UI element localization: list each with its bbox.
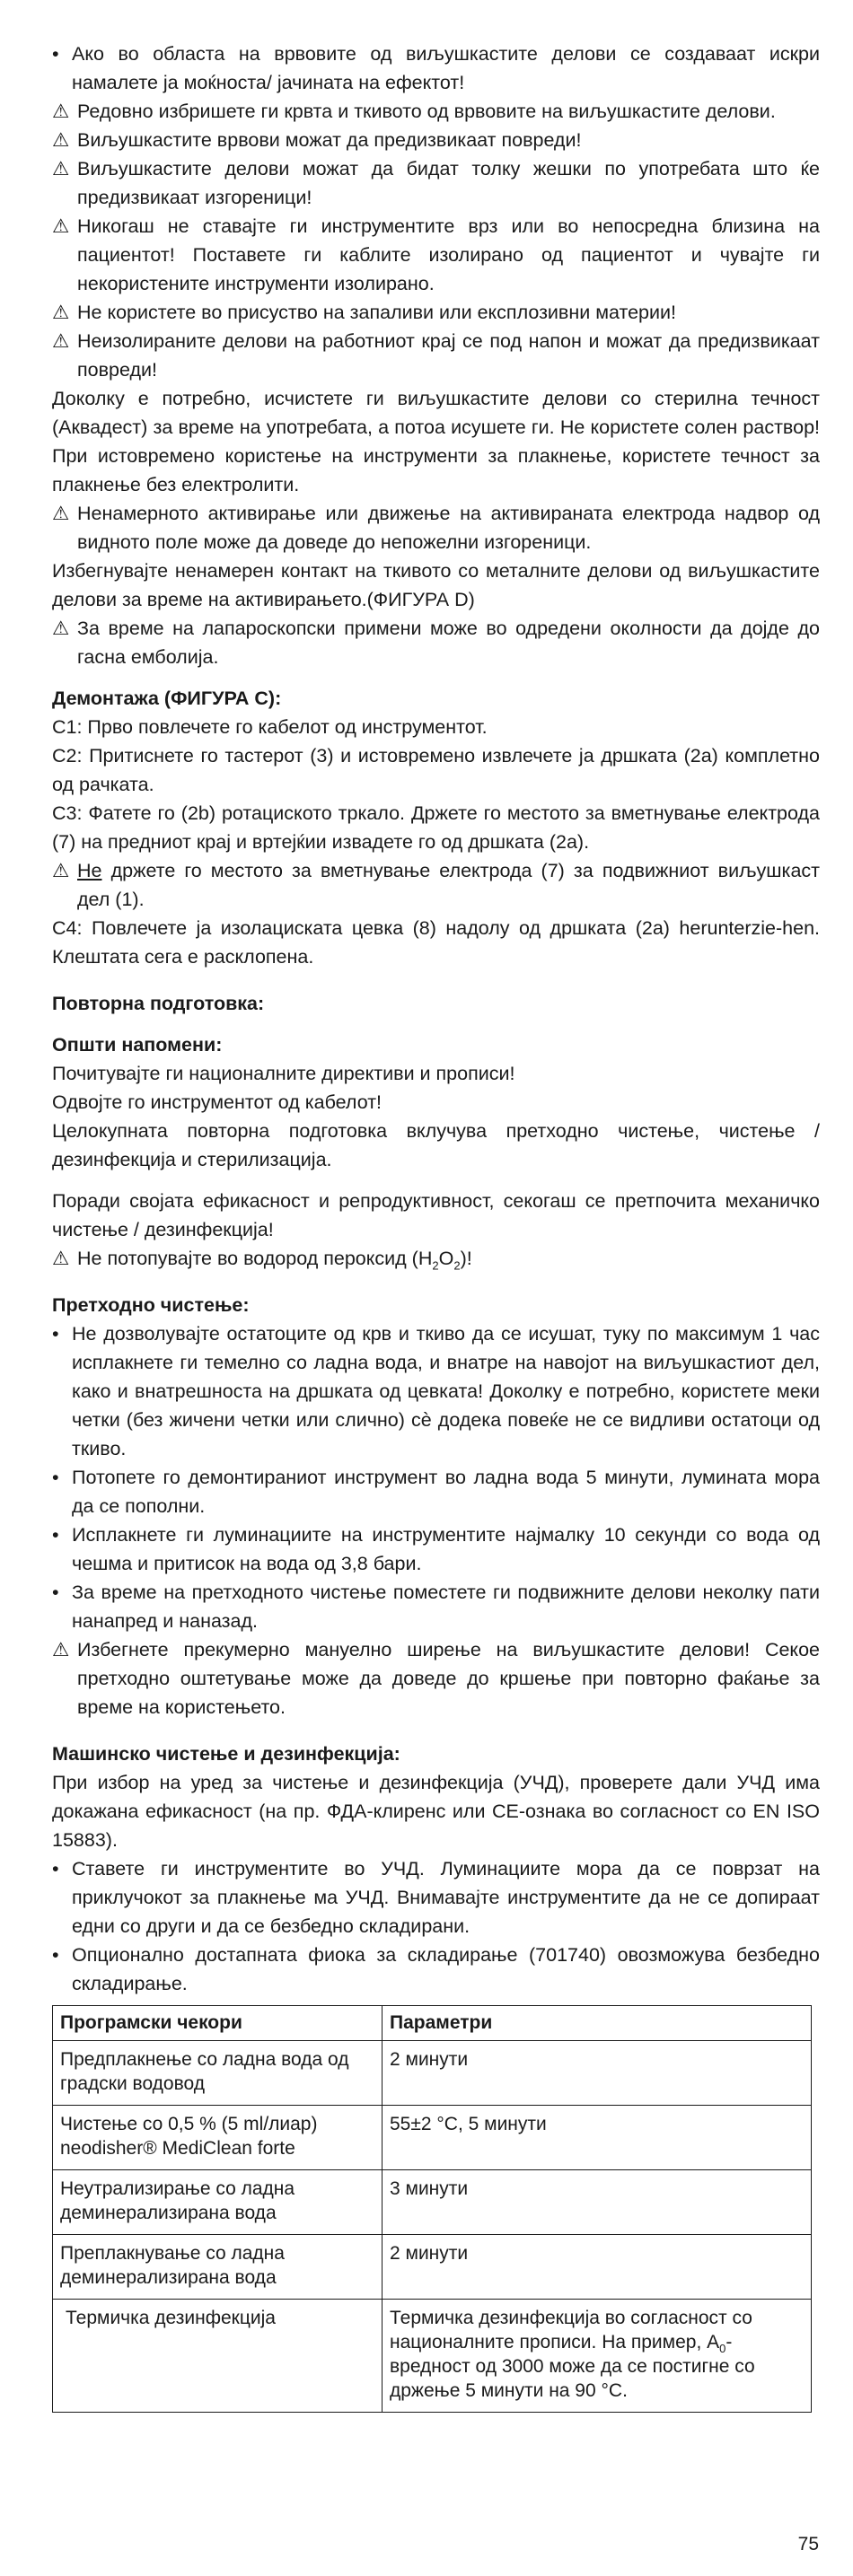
bullet-marker: • [52,1467,59,1488]
bullet-marker: • [52,1323,59,1345]
warning-icon: ⚠ [52,1639,70,1660]
bullet-item [52,1941,820,1998]
paragraph: Одвојте го инструментот од кабелот! [52,1091,383,1113]
warning-icon: ⚠ [52,618,70,639]
bullet-item [52,1520,820,1578]
step-cell [53,2300,383,2413]
warning-text: Неизолираните делови на работниот крај се под напон и можат да предизвикаат повреди! [77,330,820,381]
bullet-marker: • [52,1524,59,1546]
bullet-text: Исплакнете ги луминациите на инструментите најмалку 10 секунди со вода од чешма и притисок на вода од 3,8 бари. [72,1524,820,1574]
text-part: Не потопувајте во водород пероксид (H [77,1248,433,1269]
step-c1: C1: Прво повлечете го кабелот од инструментот. [52,716,488,738]
subscript: 2 [432,1258,439,1273]
paragraph: Почитувајте ги националните директиви и прописи! [52,1063,515,1084]
table-row [53,2106,812,2170]
bullet-text: Ако во областа на врвовите од виљушкастите делови се создаваат искри намалете ја моќноста/ јачината на ефектот! [72,43,820,93]
subheading-general-notes: Општи напомени: [52,1034,223,1056]
parameter-cell: 55±2 °C, 5 минути [383,2106,812,2170]
paragraph: Поради својата ефикасност и репродуктивност, секогаш се претпочита механичко чистење / дезинфекција! [52,1190,820,1240]
table-row [53,2170,812,2235]
page-content [52,39,820,2413]
step-cell: Чистење со 0,5 % (5 ml/лиар) neodisher® MediClean forte [53,2106,383,2170]
warning-text: Ненамерното активирање или движење на активираната електрода надвор од видното поле може да доведе до непожелни изгореници. [77,503,820,553]
section-heading-demontage: Демонтажа (ФИГУРА C): [52,688,282,709]
paragraph: Целокупната повторна подготовка вклучува претходно чистење, чистење / дезинфекција и стерилизација. [52,1120,820,1170]
text-part: O [438,1248,454,1269]
bullet-text: Опционално достапната фиока за складирање (701740) овозможува безбедно складирање. [72,1944,820,1994]
bullet-marker: • [52,1944,59,1966]
warning-item [52,327,820,384]
page-number: 75 [797,2534,819,2554]
warning-icon: ⚠ [52,1248,70,1269]
text-part: )! [460,1248,472,1269]
warning-icon: ⚠ [52,101,70,122]
warning-icon: ⚠ [52,302,70,323]
warning-item [52,499,820,556]
warning-text [77,856,820,914]
warning-item [52,856,820,914]
warning-text: Виљушкастите врвови можат да предизвикаат повреди! [77,129,582,151]
column-header-steps: Програмски чекори [53,2006,383,2041]
warning-icon: ⚠ [52,503,70,524]
warning-text: Виљушкастите делови можат да бидат толку жешки по употребата што ќе предизвикаат изгореници! [77,158,820,208]
parameter-cell [383,2300,812,2413]
subscript: 0 [719,2342,726,2356]
section-heading-machine-cleaning: Машинско чистење и дезинфекција: [52,1743,400,1765]
table-row [53,2041,812,2106]
warning-item [52,614,820,671]
step-text: Термичка дезинфекција [66,2308,276,2328]
bullet-marker: • [52,1858,59,1879]
program-steps-table [52,2005,812,2413]
text-part: -вредност од 3000 може да се постигне со држење 5 минути на 90 °C. [390,2332,755,2401]
bullet-text: Не дозволувајте остатоците од крв и ткиво да се исушат, туку по максимум 1 час исплакнете ги темелно со ладна вода, и внатре на навојот на виљушкастиот дел, како и внатрешноста на дршката од цевката! Доколку е потребно, користете меки четки (без жичени четки или слично) сѐ додека повеќе не се видливи остатоци од ткиво. [72,1323,820,1459]
text-part: Термичка дезинфекција во согласност со националните прописи. На пример, A [390,2308,752,2353]
warning-icon: ⚠ [52,330,70,352]
warning-item [52,212,820,298]
parameter-cell: 3 минути [383,2170,812,2235]
warning-item [52,1244,820,1273]
bullet-marker: • [52,1582,59,1603]
bullet-marker: • [52,43,59,65]
bullet-text: Ставете ги инструментите во УЧД. Луминациите мора да се поврзат на приклучокот за плакнење ма УЧД. Внимавајте инструментите да не се допираат едни со други и да се безбедно складирани. [72,1858,820,1937]
paragraph: Избегнувајте ненамерен контакт на ткивото со металните делови од виљушкастите делови за време на активирањето.(ФИГУРА D) [52,560,820,610]
parameter-cell: 2 минути [383,2235,812,2300]
paragraph: Доколку е потребно, исчистете ги виљушкастите делови со стерилна течност (Аквадест) за време на употребата, а потоа исушете ги. Не користете солен раствор! При истовремено користење на инструменти за плакнење, користете течност за плакнење без електролити. [52,388,820,495]
bullet-item [52,1854,820,1941]
bullet-text: Потопете го демонтираниот инструмент во ладна вода 5 минути, лумината мора да се пополни. [72,1467,820,1517]
step-cell: Неутрализирање со ладна деминерализирана вода [53,2170,383,2235]
warning-icon: ⚠ [52,215,70,237]
warning-text: За време на лапароскопски примени може во одредени околности да дојде до гасна емболија. [77,618,820,668]
warning-item [52,1635,820,1722]
warning-item [52,154,820,212]
warning-text: Не користете во присуство на запаливи или експлозивни материи! [77,302,676,323]
warning-text: Избегнете прекумерно мануелно ширење на виљушкастите делови! Секое претходно оштетување може да доведе до кршење при повторно фаќање за време на користењето. [77,1639,820,1718]
warning-icon: ⚠ [52,129,70,151]
table-header-row [53,2006,812,2041]
warning-item [52,97,820,126]
warning-text [77,1244,820,1273]
table-row [53,2300,812,2413]
subscript: 2 [453,1258,461,1273]
step-c3: C3: Фатете го (2b) ротациското тркало. Држете го местото за вметнување електрода (7) на предниот крај и вртејќии извадете го од дршката (2a). [52,802,820,853]
paragraph: При избор на уред за чистење и дезинфекција (УЧД), проверете дали УЧД има докажана ефикасност (на пр. ФДА-клиренс или CE-ознака во согласност со EN ISO 15883). [52,1772,820,1851]
warning-icon: ⚠ [52,860,70,881]
step-c4: C4: Повлечете ја изолациската цевка (8) надолу од дршката (2a) herunterzie-hen. Клештата сега е расклопена. [52,917,820,968]
step-cell: Предплакнење со ладна вода од градски водовод [53,2041,383,2106]
bullet-item [52,1463,820,1520]
step-cell: Преплакнување со ладна деминерализирана вода [53,2235,383,2300]
warning-item [52,298,820,327]
bullet-text: За време на претходното чистење поместете ги подвижните делови неколку пати нанапред и наназад. [72,1582,820,1632]
underlined-word: Не [77,860,102,881]
column-header-parameters: Параметри [383,2006,812,2041]
bullet-item [52,39,820,97]
table-row [53,2235,812,2300]
bullet-item [52,1319,820,1463]
section-heading-precleaning: Претходно чистење: [52,1294,250,1316]
warning-text: Никогаш не ставајте ги инструментите врз или во непосредна близина на пациентот! Поставете ги каблите изолирано од пациентот и чувајте ги некористените инструменти изолирано. [77,215,820,294]
step-c2: C2: Притиснете го тастерот (3) и истовремено извлечете ја дршката (2a) комплетно од рачката. [52,745,820,795]
warning-text: Редовно избришете ги крвта и ткивото од врвовите на виљушкастите делови. [77,101,776,122]
parameter-cell: 2 минути [383,2041,812,2106]
warning-icon: ⚠ [52,158,70,180]
bullet-item [52,1578,820,1635]
warning-text-rest: држете го местото за вметнување електрода (7) за подвижниот виљушкаст дел (1). [77,860,820,910]
section-heading-reprocessing: Повторна подготовка: [52,993,265,1014]
warning-item [52,126,820,154]
